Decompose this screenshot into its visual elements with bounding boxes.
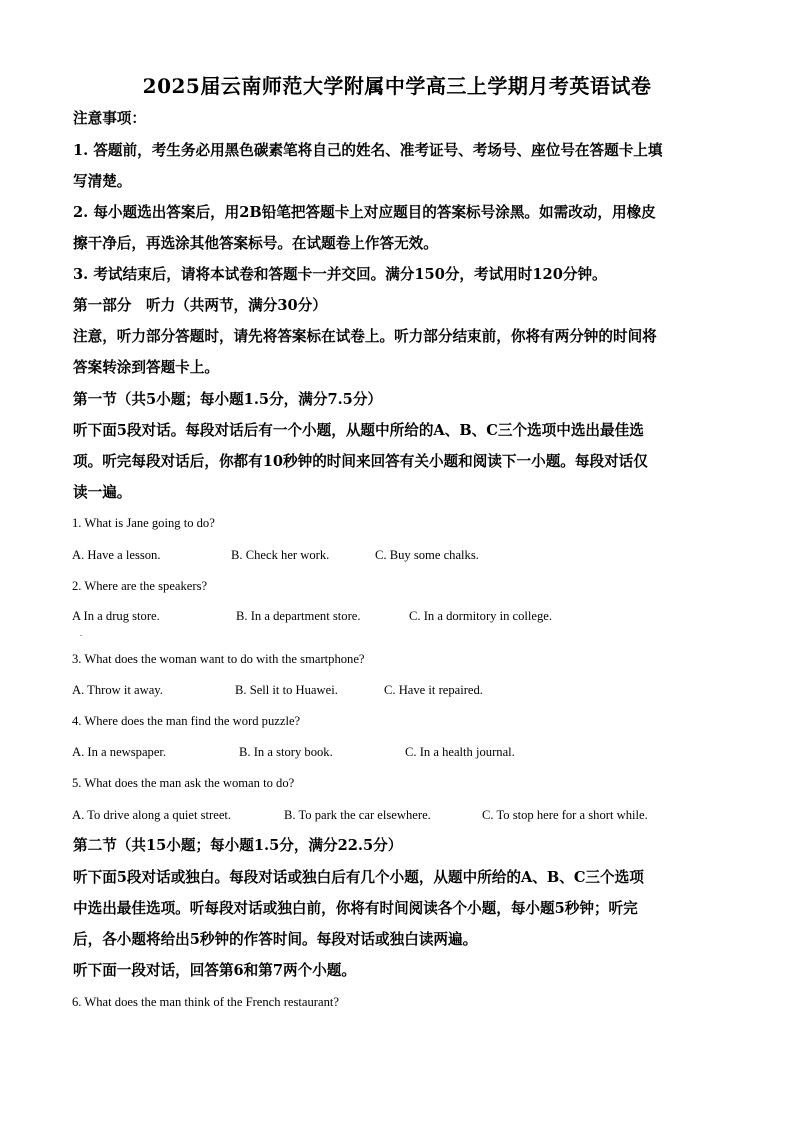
question-5-option-c: C. To stop here for a short while. [482,808,648,822]
notice-item-1-line-1: 1. 答题前，考生务必用黑色碳素笔将自己的姓名、准考证号、考场号、座位号在答题卡上填 [73,142,663,159]
question-3-option-c: C. Have it repaired. [384,683,483,697]
question-2: 2. Where are the speakers? [72,579,208,593]
question-1-option-c: C. Buy some chalks. [375,548,479,562]
notice-heading: 注意事项： [73,110,146,127]
question-6: 6. What does the man think of the French restaurant? [72,995,339,1009]
section2-instruction-line-1: 听下面5段对话或独白。每段对话或独白后有几个小题，从题中所给的A、B、C三个选项 [73,869,644,886]
question-4: 4. Where does the man find the word puzzle? [72,714,301,728]
section2-heading: 第二节（共15小题；每小题1.5分，满分22.5分） [73,837,403,854]
question-3-option-a: A. Throw it away. [72,683,163,697]
section2-prompt: 听下面一段对话，回答第6和第7两个小题。 [73,962,356,979]
question-3-option-b: B. Sell it to Huawei. [235,683,338,697]
part1-note-line-2: 答案转涂到答题卡上。 [73,359,219,376]
question-5: 5. What does the man ask the woman to do? [72,776,295,790]
question-1-option-a: A. Have a lesson. [72,548,161,562]
question-1-option-b: B. Check her work. [231,548,330,562]
question-2-option-b: B. In a department store. [236,609,361,623]
question-2-option-a: A In a drug store. [72,609,160,623]
section1-instruction-line-3: 读一遍。 [73,484,132,501]
question-4-option-b: B. In a story book. [239,745,333,759]
question-5-option-b: B. To park the car elsewhere. [284,808,431,822]
section2-instruction-line-3: 后，各小题将给出5秒钟的作答时间。每段对话或独白读两遍。 [73,931,478,948]
stray-mark: . [80,629,82,638]
notice-item-2-line-2: 擦干净后，再选涂其他答案标号。在试题卷上作答无效。 [73,235,438,252]
section1-heading: 第一节（共5小题；每小题1.5分，满分7.5分） [73,391,383,408]
question-3: 3. What does the woman want to do with the smartphone? [72,652,365,666]
question-1: 1. What is Jane going to do? [72,516,215,530]
notice-item-2-line-1: 2. 每小题选出答案后，用2B铅笔把答题卡上对应题目的答案标号涂黑。如需改动，用橡皮 [73,204,656,221]
part1-heading: 第一部分 听力（共两节，满分30分） [73,297,327,314]
section1-instruction-line-2: 项。听完每段对话后，你都有10秒钟的时间来回答有关小题和阅读下一小题。每段对话仅 [73,453,648,470]
notice-item-1-line-2: 写清楚。 [73,173,132,190]
question-4-option-c: C. In a health journal. [405,745,515,759]
question-2-option-c: C. In a dormitory in college. [409,609,553,623]
section1-instruction-line-1: 听下面5段对话。每段对话后有一个小题，从题中所给的A、B、C三个选项中选出最佳选 [73,422,644,439]
notice-item-3: 3. 考试结束后，请将本试卷和答题卡一并交回。满分150分，考试用时120分钟。 [73,266,607,283]
question-5-option-a: A. To drive along a quiet street. [72,808,232,822]
part1-note-line-1: 注意，听力部分答题时，请先将答案标在试卷上。听力部分结束前，你将有两分钟的时间将 [73,328,657,345]
exam-title: 2025届云南师范大学附属中学高三上学期月考英语试卷 [142,74,652,98]
question-4-option-a: A. In a newspaper. [72,745,167,759]
section2-instruction-line-2: 中选出最佳选项。听每段对话或独白前，你将有时间阅读各个小题，每小题5秒钟；听完 [73,900,638,917]
